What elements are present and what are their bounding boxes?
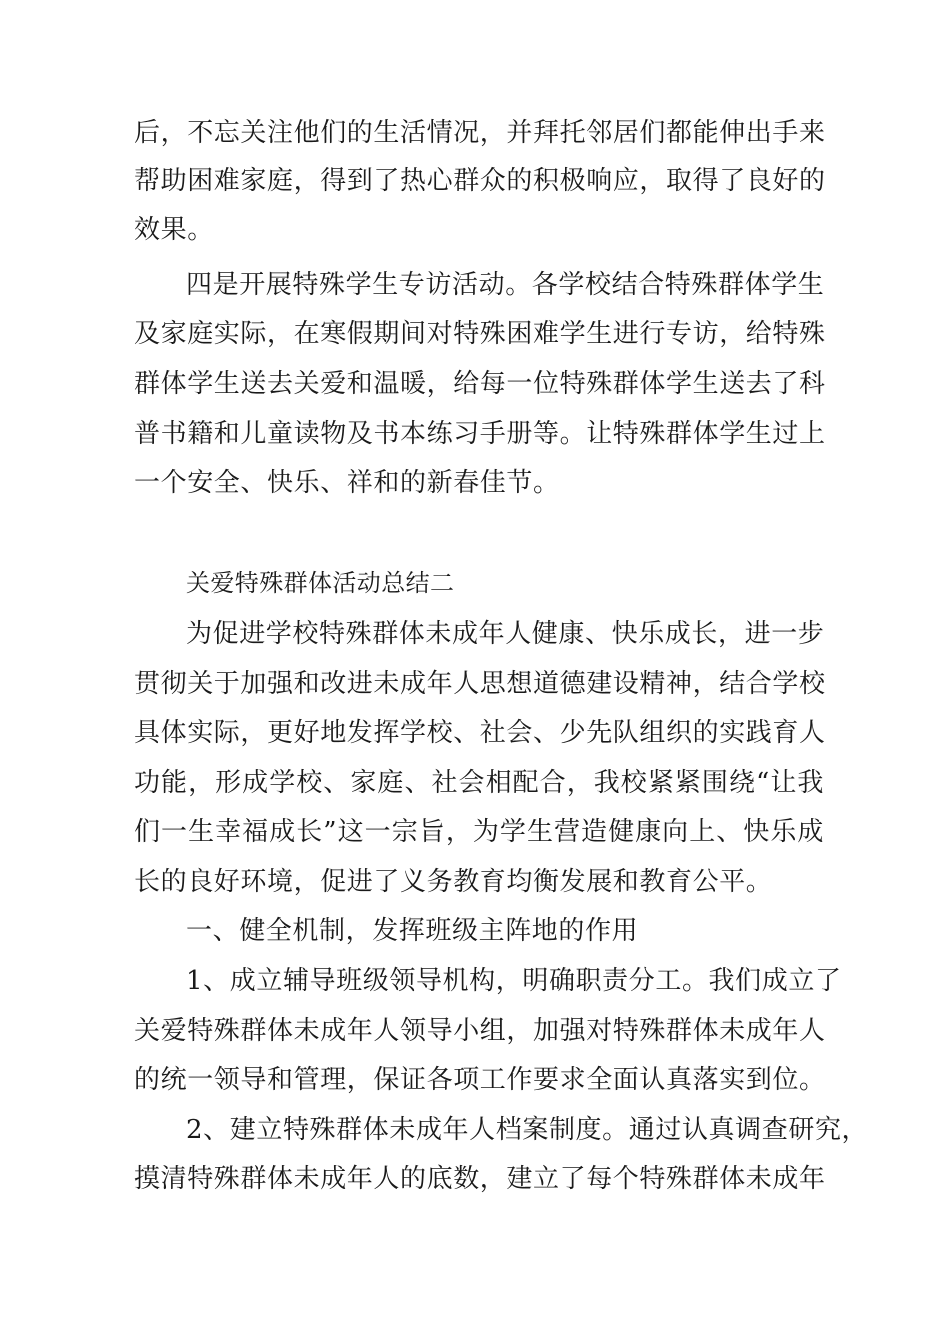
text-line: 2、建立特殊群体未成年人档案制度。通过认真调查研究，: [186, 1115, 869, 1145]
text-line: 长的良好环境，促进了义务教育均衡发展和教育公平。: [134, 867, 773, 897]
text-line: 普书籍和儿童读物及书本练习手册等。让特殊群体学生过上: [134, 419, 826, 449]
text-line: 为促进学校特殊群体未成年人健康、快乐成长，进一步: [186, 619, 825, 649]
text-line: 摸清特殊群体未成年人的底数，建立了每个特殊群体未成年: [134, 1164, 826, 1194]
text-line: 后，不忘关注他们的生活情况，并拜托邻居们都能伸出手来: [134, 118, 826, 148]
text-line: 群体学生送去关爱和温暖，给每一位特殊群体学生送去了科: [134, 369, 826, 399]
text-line: 们一生幸福成长”这一宗旨，为学生营造健康向上、快乐成: [134, 817, 824, 847]
text-line: 贯彻关于加强和改进未成年人思想道德建设精神，结合学校: [134, 669, 826, 699]
text-line: 具体实际，更好地发挥学校、社会、少先队组织的实践育人: [134, 718, 826, 748]
text-line: 帮助困难家庭，得到了热心群众的积极响应，取得了良好的: [134, 166, 826, 196]
text-line: 四是开展特殊学生专访活动。各学校结合特殊群体学生: [186, 270, 825, 300]
text-line: 及家庭实际，在寒假期间对特殊困难学生进行专访，给特殊: [134, 319, 826, 349]
text-line: 一个安全、快乐、祥和的新春佳节。: [134, 468, 560, 498]
text-line: 的统一领导和管理，保证各项工作要求全面认真落实到位。: [134, 1065, 826, 1095]
text-line: 关爱特殊群体未成年人领导小组，加强对特殊群体未成年人: [134, 1016, 826, 1046]
text-line: 功能，形成学校、家庭、社会相配合，我校紧紧围绕“让我: [134, 768, 824, 798]
text-line: 效果。: [134, 215, 214, 245]
text-line: 1、成立辅导班级领导机构，明确职责分工。我们成立了: [186, 966, 842, 996]
section-heading: 关爱特殊群体活动总结二: [186, 569, 455, 597]
text-line: 一、健全机制，发挥班级主阵地的作用: [186, 916, 639, 946]
